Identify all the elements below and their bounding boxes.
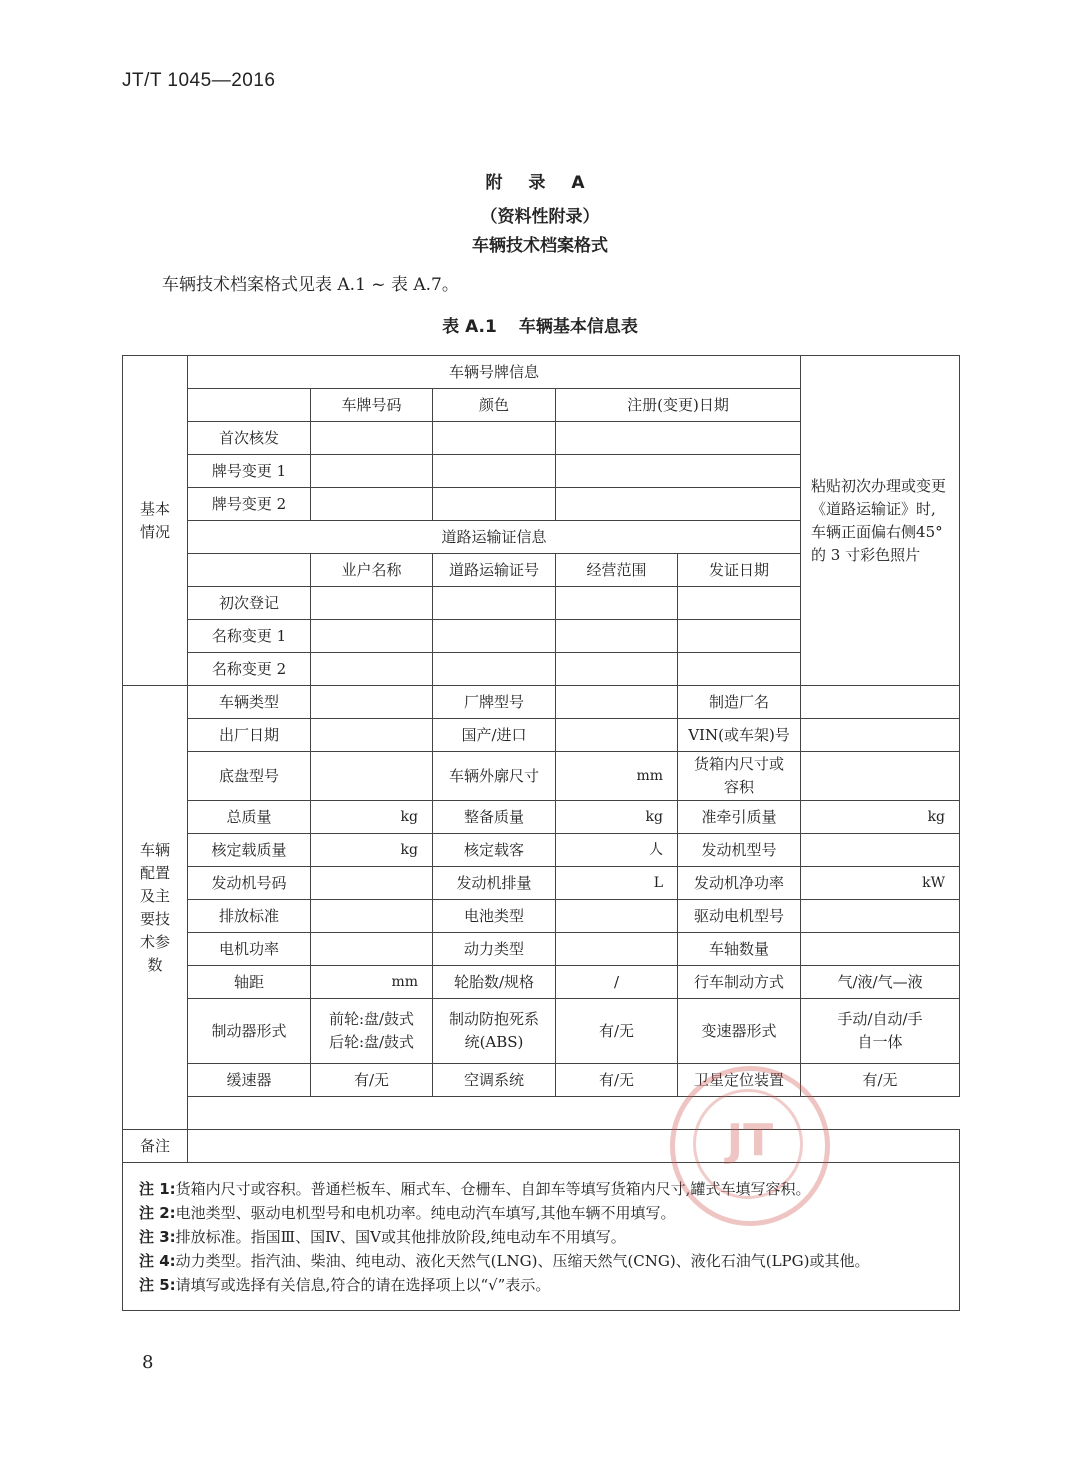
row-label: 发动机型号 bbox=[678, 834, 801, 867]
table-row bbox=[123, 1163, 960, 1311]
table-cell bbox=[556, 933, 678, 966]
table-cell bbox=[311, 620, 433, 653]
section-basic-label: 基本情况 bbox=[123, 356, 188, 686]
table-row bbox=[123, 1064, 960, 1097]
table-cell bbox=[311, 422, 433, 455]
appendix-name: 车辆技术档案格式 bbox=[472, 236, 608, 256]
row-label: 制动器形式 bbox=[188, 999, 311, 1064]
appendix-subtitle: （资料性附录） bbox=[480, 207, 600, 227]
remarks-label: 备注 bbox=[123, 1130, 188, 1163]
table-cell bbox=[188, 389, 311, 422]
row-label: 底盘型号 bbox=[188, 752, 311, 801]
table-cell bbox=[678, 620, 801, 653]
table-cell bbox=[801, 686, 960, 719]
remarks-cell bbox=[188, 1130, 960, 1163]
table-cell bbox=[433, 455, 556, 488]
vehicle-info-table bbox=[122, 355, 960, 1311]
row-label: 驱动电机型号 bbox=[678, 900, 801, 933]
table-row bbox=[123, 900, 960, 933]
option-value: 手动/自动/手自一体 bbox=[801, 999, 960, 1064]
column-header: 道路运输证号 bbox=[433, 554, 556, 587]
table-cell bbox=[556, 488, 801, 521]
table-row bbox=[123, 933, 960, 966]
unit-label: kg bbox=[311, 834, 433, 867]
table-cell bbox=[556, 587, 678, 620]
row-label: 发动机净功率 bbox=[678, 867, 801, 900]
table-caption-title: 车辆基本信息表 bbox=[518, 317, 638, 337]
table-cell bbox=[556, 455, 801, 488]
option-value: 气/液/气—液 bbox=[801, 966, 960, 999]
table-row bbox=[123, 834, 960, 867]
table-row bbox=[123, 801, 960, 834]
table-cell bbox=[433, 488, 556, 521]
table-cell bbox=[311, 933, 433, 966]
permit-info-heading: 道路运输证信息 bbox=[188, 521, 801, 554]
table-cell bbox=[556, 900, 678, 933]
option-value: 有/无 bbox=[556, 999, 678, 1064]
row-label: 电机功率 bbox=[188, 933, 311, 966]
table-cell bbox=[801, 719, 960, 752]
row-label: 首次核发 bbox=[188, 422, 311, 455]
unit-label: kg bbox=[311, 801, 433, 834]
row-label: 厂牌型号 bbox=[433, 686, 556, 719]
table-row bbox=[123, 1130, 960, 1163]
unit-label: L bbox=[556, 867, 678, 900]
row-label: 发动机号码 bbox=[188, 867, 311, 900]
row-label: 牌号变更 2 bbox=[188, 488, 311, 521]
option-value: 有/无 bbox=[311, 1064, 433, 1097]
column-header: 注册(变更)日期 bbox=[556, 389, 801, 422]
table-cell bbox=[433, 422, 556, 455]
table-caption-number: 表 A.1 bbox=[442, 317, 497, 337]
standard-code: JT/T 1045—2016 bbox=[122, 70, 276, 91]
row-label: 国产/进口 bbox=[433, 719, 556, 752]
table-cell bbox=[311, 587, 433, 620]
row-label: 车辆类型 bbox=[188, 686, 311, 719]
row-label: 名称变更 2 bbox=[188, 653, 311, 686]
table-cell bbox=[311, 900, 433, 933]
row-label: 轴距 bbox=[188, 966, 311, 999]
row-label: VIN(或车架)号 bbox=[678, 719, 801, 752]
table-cell bbox=[311, 686, 433, 719]
table-cell bbox=[801, 933, 960, 966]
row-label: 名称变更 1 bbox=[188, 620, 311, 653]
table-cell bbox=[188, 554, 311, 587]
row-label: 电池类型 bbox=[433, 900, 556, 933]
row-label: 发动机排量 bbox=[433, 867, 556, 900]
row-label: 总质量 bbox=[188, 801, 311, 834]
column-header: 车牌号码 bbox=[311, 389, 433, 422]
row-label: 车轴数量 bbox=[678, 933, 801, 966]
column-header: 发证日期 bbox=[678, 554, 801, 587]
page-number: 8 bbox=[142, 1352, 154, 1373]
stamp-text: JT bbox=[726, 1115, 774, 1166]
table-cell bbox=[433, 587, 556, 620]
row-label: 制动防抱死系统(ABS) bbox=[433, 999, 556, 1064]
row-label: 核定载客 bbox=[433, 834, 556, 867]
table-cell bbox=[311, 752, 433, 801]
table-cell bbox=[801, 834, 960, 867]
note-item: 注 5:请填写或选择有关信息,符合的请在选择项上以“√”表示。 bbox=[139, 1275, 551, 1294]
unit-label: mm bbox=[556, 752, 678, 801]
column-header: 经营范围 bbox=[556, 554, 678, 587]
table-cell bbox=[311, 653, 433, 686]
table-cell bbox=[556, 719, 678, 752]
section-config-label: 车辆配置及主要技术参数 bbox=[123, 686, 188, 1130]
table-cell bbox=[433, 653, 556, 686]
row-label: 初次登记 bbox=[188, 587, 311, 620]
row-label: 制造厂名 bbox=[678, 686, 801, 719]
row-label: 变速器形式 bbox=[678, 999, 801, 1064]
row-label: 排放标准 bbox=[188, 900, 311, 933]
note-item: 注 3:排放标准。指国Ⅲ、国Ⅳ、国Ⅴ或其他排放阶段,纯电动车不用填写。 bbox=[139, 1227, 626, 1246]
option-value: 有/无 bbox=[556, 1064, 678, 1097]
table-row bbox=[123, 686, 960, 719]
table-row bbox=[123, 867, 960, 900]
intro-paragraph: 车辆技术档案格式见表 A.1 ~ 表 A.7。 bbox=[162, 275, 459, 295]
table-cell bbox=[311, 719, 433, 752]
table-cell bbox=[311, 488, 433, 521]
row-label: 空调系统 bbox=[433, 1064, 556, 1097]
table-row bbox=[123, 999, 960, 1064]
notes-cell bbox=[123, 1163, 960, 1311]
row-label: 行车制动方式 bbox=[678, 966, 801, 999]
plate-info-heading: 车辆号牌信息 bbox=[188, 356, 801, 389]
table-cell bbox=[801, 752, 960, 801]
table-cell bbox=[556, 620, 678, 653]
unit-label: 人 bbox=[556, 834, 678, 867]
unit-label: kW bbox=[801, 867, 960, 900]
photo-note: 粘贴初次办理或变更《道路运输证》时,车辆正面偏右侧45°的 3 寸彩色照片 bbox=[801, 356, 960, 686]
table-row bbox=[123, 1097, 960, 1130]
note-item: 注 2:电池类型、驱动电机型号和电机功率。纯电动汽车填写,其他车辆不用填写。 bbox=[139, 1203, 676, 1222]
table-cell bbox=[678, 587, 801, 620]
note-item: 注 4:动力类型。指汽油、柴油、纯电动、液化天然气(LNG)、压缩天然气(CNG)、液化石油气(LPG)或其他。 bbox=[139, 1251, 870, 1270]
row-label: 车辆外廓尺寸 bbox=[433, 752, 556, 801]
unit-label: kg bbox=[801, 801, 960, 834]
row-label: 核定载质量 bbox=[188, 834, 311, 867]
table-cell bbox=[311, 455, 433, 488]
row-label: 准牵引质量 bbox=[678, 801, 801, 834]
table-cell bbox=[311, 867, 433, 900]
unit-label: kg bbox=[556, 801, 678, 834]
row-label: 出厂日期 bbox=[188, 719, 311, 752]
table-cell bbox=[801, 900, 960, 933]
table-row bbox=[123, 356, 960, 389]
table-cell: / bbox=[556, 966, 678, 999]
row-label: 卫星定位装置 bbox=[678, 1064, 801, 1097]
row-label: 轮胎数/规格 bbox=[433, 966, 556, 999]
table-row bbox=[123, 752, 960, 801]
table-cell bbox=[556, 653, 678, 686]
column-header: 业户名称 bbox=[311, 554, 433, 587]
table-row bbox=[123, 966, 960, 999]
appendix-title: 附 录 A bbox=[485, 173, 595, 193]
row-label: 货箱内尺寸或容积 bbox=[678, 752, 801, 801]
note-item: 注 1:货箱内尺寸或容积。普通栏板车、厢式车、仓栅车、自卸车等填写货箱内尺寸,罐式车填写容积。 bbox=[139, 1179, 811, 1198]
table-row bbox=[123, 719, 960, 752]
table-caption bbox=[0, 312, 1080, 337]
unit-label: mm bbox=[311, 966, 433, 999]
table-cell bbox=[433, 620, 556, 653]
row-label: 动力类型 bbox=[433, 933, 556, 966]
table-cell bbox=[678, 653, 801, 686]
table-cell bbox=[556, 686, 678, 719]
row-label: 牌号变更 1 bbox=[188, 455, 311, 488]
row-label: 缓速器 bbox=[188, 1064, 311, 1097]
option-value: 有/无 bbox=[801, 1064, 960, 1097]
option-value: 前轮:盘/鼓式 后轮:盘/鼓式 bbox=[311, 999, 433, 1064]
table-cell bbox=[556, 422, 801, 455]
column-header: 颜色 bbox=[433, 389, 556, 422]
row-label: 整备质量 bbox=[433, 801, 556, 834]
